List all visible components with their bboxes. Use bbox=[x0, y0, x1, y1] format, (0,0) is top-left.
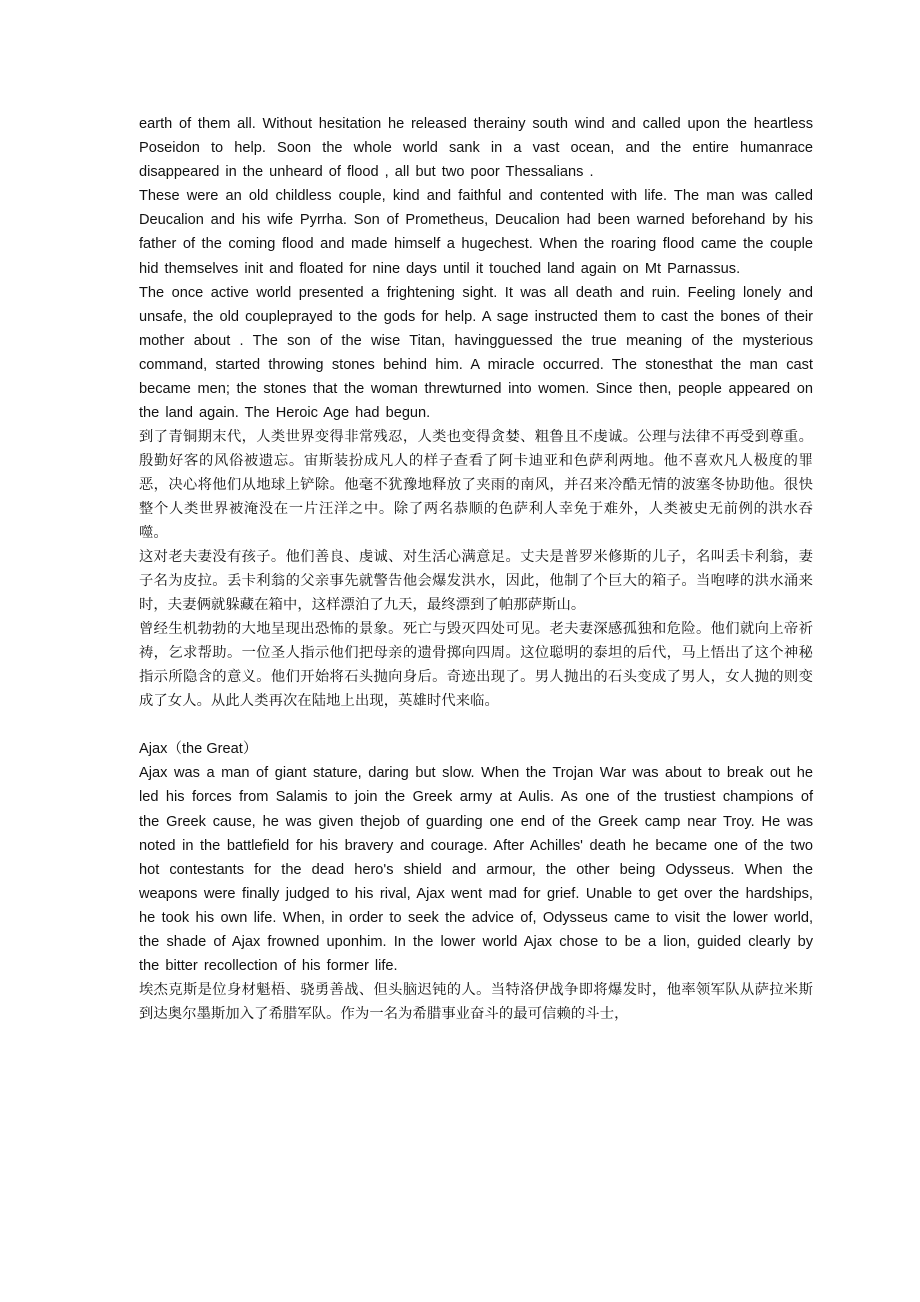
paragraph-heroic-age: The once active world presented a frightening sight. It was all death and ruin. Feeling lonely and unsafe, the old coupleprayed to the gods for help. A sage instructed them to cast the bones of their mother about . The son of the wise Titan, havingguessed the true meaning of the mysterious command, started throwing stones behind him. A miracle occurred. The stonesthat the man cast became men; the stones that the woman threwturned into women. Since then, people appeared on the land again. The Heroic Age had begun. bbox=[139, 284, 813, 422]
paragraph-zh-miracle: 曾经生机勃勃的大地呈现出恐怖的景象。死亡与毁灭四处可见。老夫妻深感孤独和危险。他们就向上帝祈祷，乞求帮助。一位圣人指示他们把母亲的遗骨掷向四周。这位聪明的泰坦的后代，马上悟出了这个神秘指示所隐含的意义。他们开始将石头抛向身后。奇迹出现了。男人抛出的石头变成了男人，女人抛的则变成了女人。从此人类再次在陆地上出现，英雄时代来临。 bbox=[139, 621, 813, 710]
paragraph-flood-end: earth of them all. Without hesitation he released therainy south wind and called upon the heartless Poseidon to help. Soon the whole world sank in a vast ocean, and the entire humanrace disappeared in the unheard of flood , all but two poor Thessalians . bbox=[139, 116, 813, 181]
paragraph-ajax: Ajax was a man of giant stature, daring but slow. When the Trojan War was about to break out he led his forces from Salamis to join the Greek army at Aulis. As one of the trustiest champions of the Greek cause, he was given thejob of guarding one end of the Greek camp near Troy. He was noted in the battlefield for his bravery and courage. After Achilles' death he became one of the two hot contestants for the dead hero's shield and armour, the other being Odysseus. When the weapons were finally judged to his rival, Ajax went mad for grief. Unable to get over the hardships, he took his own life. When, in order to seek the advice of, Odysseus came to visit the lower world, the shade of Ajax frowned uponhim. In the lower world Ajax chose to be a lion, guided clearly by the bitter recollection of his former life. bbox=[139, 765, 813, 975]
paragraph-deucalion-pyrrha: These were an old childless couple, kind and faithful and contented with life. The man was called Deucalion and his wife Pyrrha. Son of Prometheus, Deucalion had been warned beforehand by his father of the coming flood and made himself a hugechest. When the roaring flood came the couple hid themselves init and floated for nine days until it touched land again on Mt Parnassus. bbox=[139, 188, 813, 277]
paragraph-zh-couple: 这对老夫妻没有孩子。他们善良、虔诚、对生活心满意足。丈夫是普罗米修斯的儿子，名叫丢卡利翁，妻子名为皮拉。丢卡利翁的父亲事先就警告他会爆发洪水，因此，他制了个巨大的箱子。当咆哮的洪水涌来时，夫妻俩就躲藏在箱中，这样漂泊了九天，最终漂到了帕那萨斯山。 bbox=[139, 549, 813, 614]
document-body bbox=[139, 112, 813, 1026]
paragraph-zh-ajax: 埃杰克斯是位身材魁梧、骁勇善战、但头脑迟钝的人。当特洛伊战争即将爆发时，他率领军队从萨拉米斯到达奥尔墨斯加入了希腊军队。作为一名为希腊事业奋斗的最可信赖的斗士， bbox=[139, 982, 813, 1023]
paragraph-zh-bronze-age: 到了青铜期末代，人类世界变得非常残忍，人类也变得贪婪、粗鲁且不虔诚。公理与法律不再受到尊重。殷勤好客的风俗被遗忘。宙斯装扮成凡人的样子查看了阿卡迪亚和色萨利两地。他不喜欢凡人极度的罪恶，决心将他们从地球上铲除。他毫不犹豫地释放了夹雨的南风，并召来冷酷无情的波塞冬协助他。很快整个人类世界被淹没在一片汪洋之中。除了两名恭顺的色萨利人幸免于难外，人类被史无前例的洪水吞噬。 bbox=[139, 429, 813, 542]
section-heading-ajax: Ajax（the Great） bbox=[139, 741, 258, 758]
paragraph-spacer bbox=[139, 713, 813, 737]
